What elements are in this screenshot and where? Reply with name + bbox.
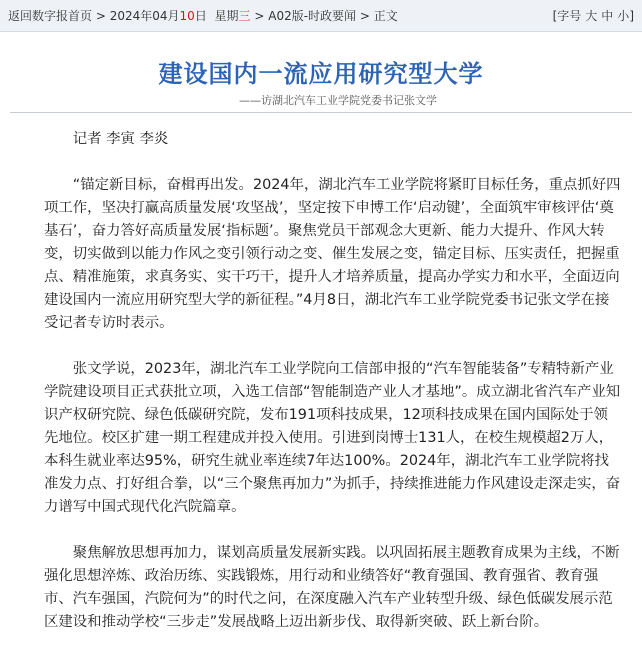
section-link[interactable]: A02版-时政要闻 [268, 9, 357, 23]
font-size-open: [字号 [552, 9, 582, 23]
font-size-small-button[interactable]: 小 [617, 9, 630, 23]
top-navigation-bar [0, 0, 642, 32]
weekday-day: 三 [238, 9, 251, 23]
article-subtitle: ——访湖北汽车工业学院党委书记张文学 [239, 94, 437, 107]
article-paragraph: 张文学说，2023年，湖北汽车工业学院向工信部申报的“汽车智能装备”专精特新产业学院建设项目正式获批立项，入选工信部“智能制造产业人才基地”。成立湖北省汽车产业知识产权研究院、绿色低碳研究院，发布191项科技成果，12项科技成果在国内国际处于领先地位。校区扩建一期工程建成并投入使用。引进到岗博士131人，在校生规模超2万人，本科生就业率达95%，研究生就业率连续7年达100%。2024年，湖北汽车工业学院将找准发力点、打好组合拳，以“三个聚焦再加力”为抓手，持续推进能力作风建设走深走实，奋力谱写中国式现代化汽院篇章。 [44, 361, 621, 515]
article-body [44, 128, 622, 657]
article-paragraph: “锚定新目标，奋楫再出发。2024年，湖北汽车工业学院将紧盯目标任务，重点抓好四项工作，坚决打赢高质量发展‘攻坚战’，坚定按下申博工作‘启动键’，全面筑牢审核评估‘奠基石’，奋力答好高质量发展‘指标题’。聚焦党员干部观念大更新、能力大提升、作风大转变，切实做到以能力作风之变引领行动之变、催生发展之变，锚定目标、压实责任，把握重点、精准施策，求真务实、实干巧干，提升人才培养质量，提高办学实力和水平，全面迈向建设国内一流应用研究型大学的新征程。”4月8日，湖北汽车工业学院党委书记张文学在接受记者专访时表示。 [44, 177, 621, 331]
font-size-close: ] [629, 9, 634, 23]
home-link[interactable]: 返回数字报首页 [8, 9, 93, 23]
date-suffix: 日 [194, 9, 207, 23]
font-size-medium-button[interactable]: 中 [601, 9, 614, 23]
breadcrumb [8, 0, 398, 32]
breadcrumb-current: 正文 [373, 9, 398, 23]
issue-date [110, 9, 207, 23]
date-day: 10 [179, 9, 195, 23]
font-size-large-button[interactable]: 大 [585, 9, 598, 23]
weekday [214, 9, 250, 23]
breadcrumb-separator: > [254, 9, 265, 23]
breadcrumb-separator: > [359, 9, 370, 23]
article-paragraph: 聚焦解放思想再加力，谋划高质量发展新实践。以巩固拓展主题教育成果为主线，不断强化思想淬炼、政治历练、实践锻炼，用行动和业绩答好“教育强国、教育强省、教育强市、汽车强国，汽院何为”的时代之问，在深度融入汽车产业转型升级、绿色低碳发展示范区建设和推动学校“三步走”发展战略上迈出新步伐、取得新突破、跃上新台阶。 [44, 545, 620, 630]
breadcrumb-separator: > [95, 9, 106, 23]
font-size-control [553, 0, 634, 32]
reporter-byline: 记者 李寅 李炎 [72, 131, 169, 147]
title-divider [10, 112, 632, 113]
weekday-prefix: 星期 [214, 9, 239, 23]
article-title: 建设国内一流应用研究型大学 [158, 60, 484, 88]
date-prefix: 2024年04月 [109, 9, 180, 23]
